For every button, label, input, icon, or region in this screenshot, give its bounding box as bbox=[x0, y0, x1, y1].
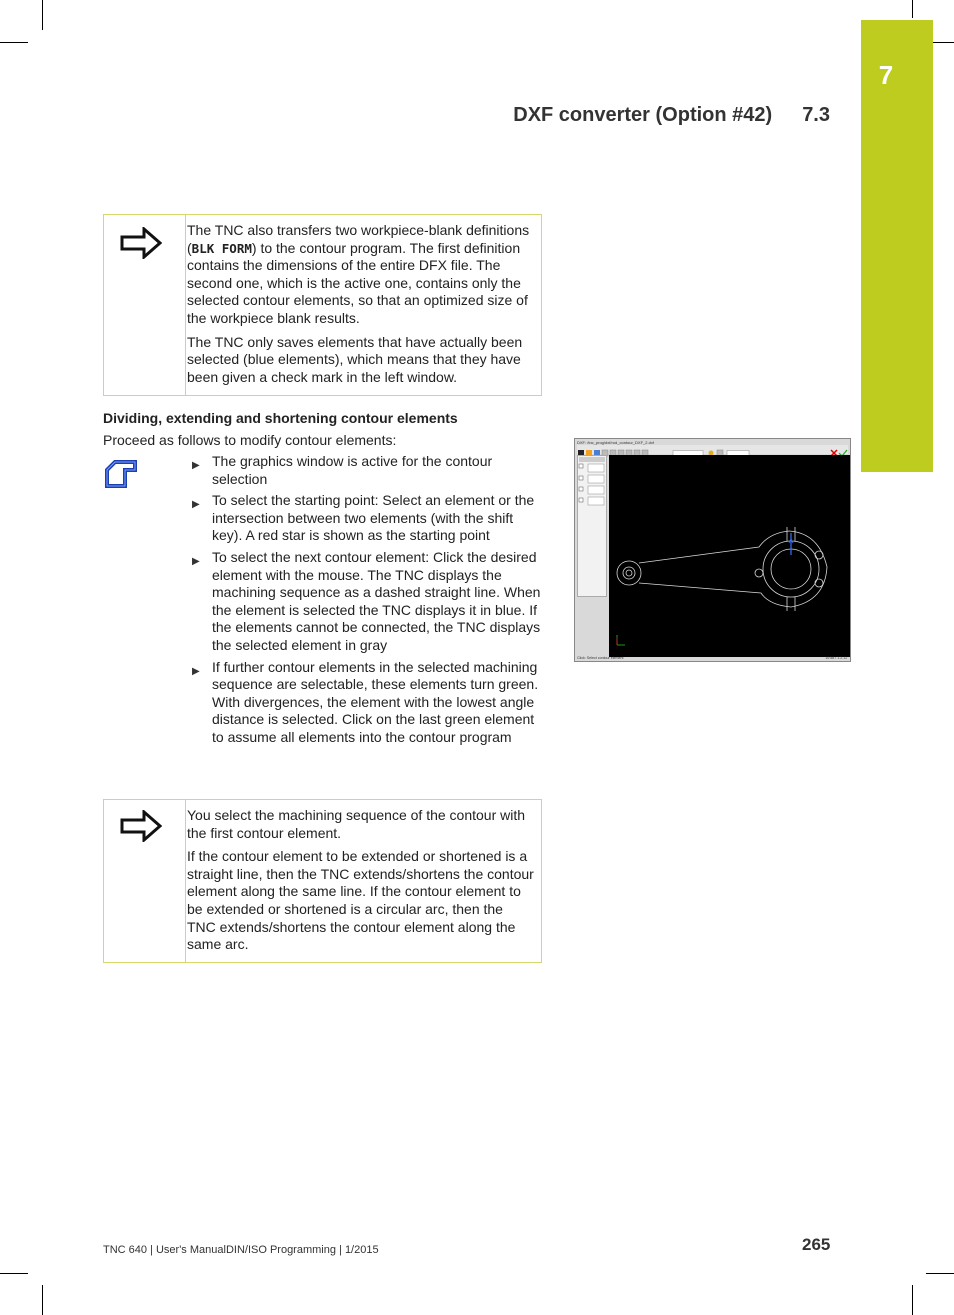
note-paragraph: If the contour element to be extended or shortened is a straight line, then the TNC extends/shortens the contour element along the same line. If the contour element to be extended or shortened is a circular arc, then the TNC extends/shortens the contour element along the same arc. bbox=[187, 848, 534, 953]
header-section-number: 7.3 bbox=[802, 104, 830, 126]
chapter-tab bbox=[861, 20, 933, 472]
note-divider bbox=[185, 215, 186, 395]
dxf-converter-screenshot bbox=[574, 438, 851, 662]
section-intro: Proceed as follows to modify contour elements: bbox=[103, 432, 397, 448]
crop-mark bbox=[912, 0, 913, 18]
list-item: ▶ To select the next contour element: Click the desired element with the mouse. The TNC displays the machining sequence as a dashed straight line. When the element is selected the TNC displays it in blue. If the elements cannot be connected, the TNC displays the selected element in gray bbox=[192, 548, 541, 653]
screenshot-toolbar bbox=[577, 445, 848, 454]
page-number: 265 bbox=[802, 1235, 831, 1254]
header-title: DXF converter (Option #42) bbox=[513, 104, 773, 126]
screenshot-status-left: Click: Select contour element bbox=[577, 656, 624, 660]
note-box bbox=[103, 214, 542, 396]
crop-mark bbox=[0, 42, 28, 43]
note-paragraph: The TNC also transfers two workpiece-blank definitions (BLK FORM) to the contour program. The first definition contains the dimensions of the entire DFX file. The second one, which is the active one, contains only the selected contour elements, so that an optimized size of the workpiece blank results. bbox=[187, 222, 530, 326]
screenshot-title: DXF: /tnc_prog/dxf/rod_contour_DXF_2.dxf bbox=[577, 440, 654, 445]
note-divider bbox=[185, 800, 186, 962]
footer-manual-info: TNC 640 | User's ManualDIN/ISO Programming | 1/2015 bbox=[103, 1244, 379, 1256]
note-arrow-icon bbox=[120, 810, 162, 842]
screenshot-element-list bbox=[577, 455, 607, 597]
crop-mark bbox=[42, 0, 43, 30]
connecting-rod-drawing bbox=[609, 455, 850, 657]
note-box bbox=[103, 799, 542, 963]
crop-mark bbox=[926, 1273, 954, 1274]
triangle-bullet-icon: ▶ bbox=[192, 460, 200, 471]
screenshot-graphics-window bbox=[609, 455, 850, 657]
contour-select-icon bbox=[103, 456, 139, 490]
triangle-bullet-icon: ▶ bbox=[192, 665, 200, 677]
triangle-bullet-icon: ▶ bbox=[192, 555, 200, 567]
page-header bbox=[513, 104, 830, 127]
section-heading: Dividing, extending and shortening contour elements bbox=[103, 410, 458, 426]
list-item: ▶ If further contour elements in the selected machining sequence are selectable, these elements turn green. With divergences, the element with the lowest angle distance is selected. Click on the last green element to assume all elements into the contour program bbox=[192, 658, 539, 745]
crop-mark bbox=[0, 1273, 28, 1274]
crop-mark bbox=[42, 1285, 43, 1315]
screenshot-status-right: 10:58 / 1.2.11 bbox=[825, 656, 847, 660]
note-paragraph: The TNC only saves elements that have actually been selected (blue elements), which means that they have been given a check mark in the left window. bbox=[187, 333, 523, 385]
crop-mark bbox=[912, 1285, 913, 1315]
note-arrow-icon bbox=[120, 227, 162, 259]
list-item: ▶ To select the starting point: Select an element or the intersection between two elements (with the shift key). A red star is shown as the starting point bbox=[192, 492, 535, 544]
chapter-number: 7 bbox=[878, 60, 894, 90]
triangle-bullet-icon: ▶ bbox=[192, 499, 200, 511]
code-term: BLK FORM bbox=[191, 240, 252, 256]
note-paragraph: You select the machining sequence of the contour with the first contour element. bbox=[187, 807, 526, 841]
instruction-steps bbox=[192, 453, 542, 751]
list-item: ▶ The graphics window is active for the contour selection bbox=[192, 453, 493, 487]
